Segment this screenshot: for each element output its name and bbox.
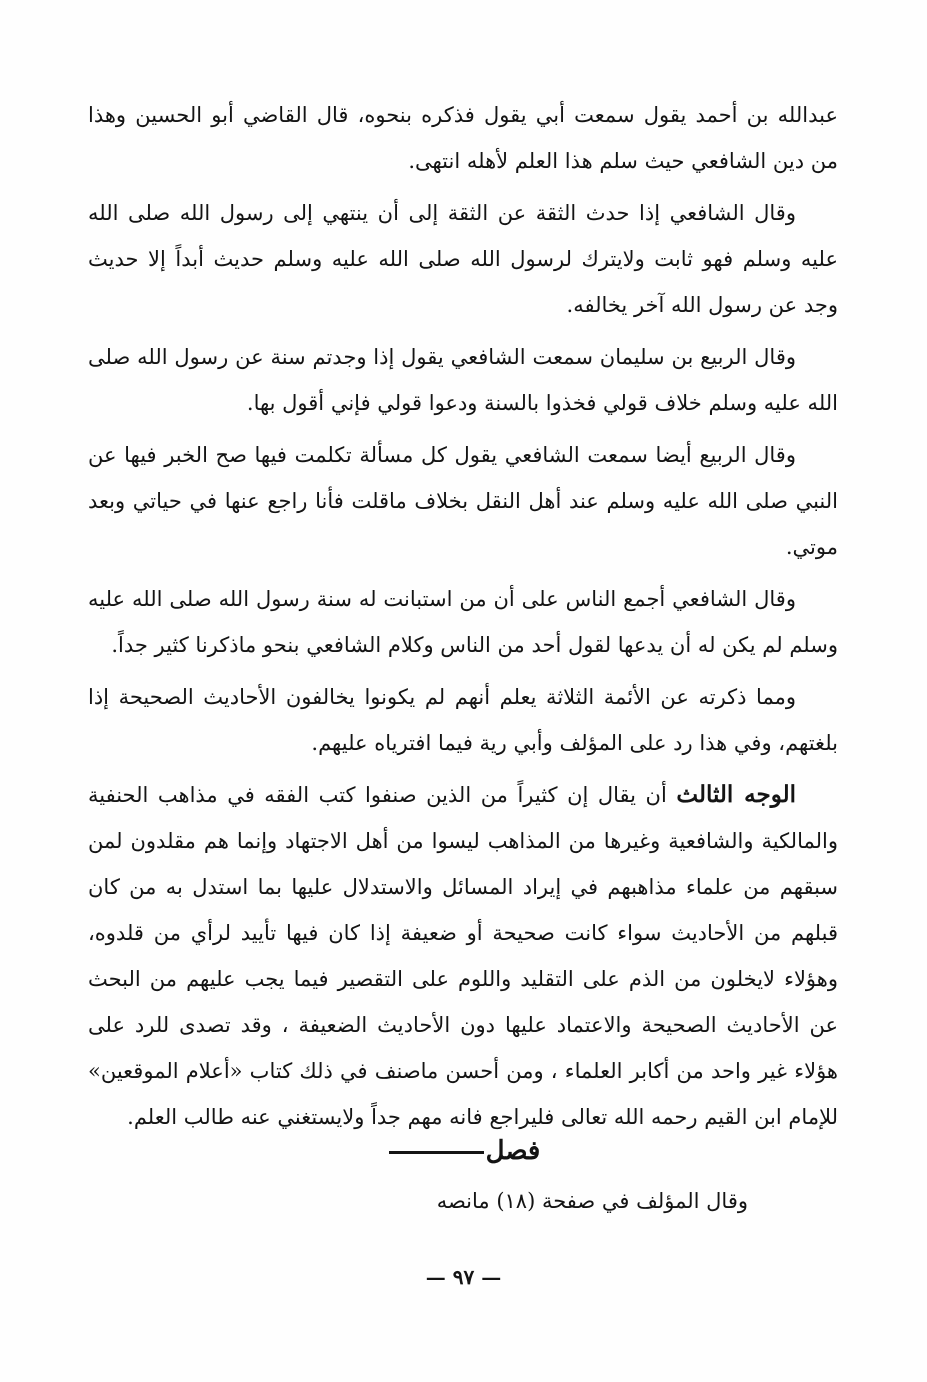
- third-aspect-heading: الوجه الثالث: [676, 781, 796, 808]
- body-text: [88, 92, 838, 1146]
- paragraph-6: ومما ذكرته عن الأئمة الثلاثة يعلم أنهم لم يكونوا يخالفون الأحاديث الصحيحة إذا بلغتهم، وفي هذا رد على المؤلف وأبي رية فيما افترياه عليهم.: [88, 685, 838, 755]
- paragraph-4: وقال الربيع أيضا سمعت الشافعي يقول كل مسألة تكلمت فيها صح الخبر فيها عن النبي صلى الله عليه وسلم عند أهل النقل بخلاف ماقلت فأنا راجع عنها في حياتي وبعد موتي.: [88, 443, 838, 559]
- final-line: وقال المؤلف في صفحة (١٨) مانصه: [436, 1189, 748, 1213]
- section-title: [0, 1128, 927, 1174]
- paragraph-third-aspect: [88, 772, 838, 1140]
- paragraph-5: وقال الشافعي أجمع الناس على أن من استبانت له سنة رسول الله صلى الله عليه وسلم لم يكن له أن يدعها لقول أحد من الناس وكلام الشافعي بنحو ماذكرنا كثير جداً.: [88, 587, 838, 657]
- section-title-text: فصل: [485, 1136, 541, 1166]
- paragraph-2: وقال الشافعي إذا حدث الثقة عن الثقة إلى أن ينتهي إلى رسول الله صلى الله عليه وسلم فهو ثابت ولايترك لرسول الله صلى الله عليه وسلم حديث أبداً إلا حديث وجد عن رسول الله آخر يخالفه.: [88, 201, 838, 317]
- section-title-rule: [389, 1151, 484, 1154]
- third-aspect-text: أن يقال إن كثيراً من الذين صنفوا كتب الفقه في مذاهب الحنفية والمالكية والشافعية وغيرها من المذاهب ليسوا من أهل الاجتهاد وإنما هم مقلدون لمن سبقهم من علماء مذاهبهم في إيراد المسائل والاستدلال عليها بما استدل به من كان قبلهم من الأحاديث سواء كانت صحيحة أو ضعيفة إذا كان فيها تأييد لرأي من قلدوه، وهؤلاء لايخلون من الذم على التقليد واللوم على التقصير فيما يجب عليهم من البحث عن الأحاديث الصحيحة والاعتماد عليها دون الأحاديث الضعيفة ، وقد تصدى للرد على هؤلاء غير واحد من أكابر العلماء ، ومن أحسن ماصنف في ذلك كتاب «أعلام الموقعين» للإمام ابن القيم رحمه الله تعالى فليراجع فانه مهم جداً ولايستغني عنه طالب العلم.: [88, 783, 838, 1129]
- page-number: — ٩٧ —: [425, 1265, 502, 1289]
- page-number-value: ٩٧: [452, 1265, 475, 1289]
- paragraph-1: عبدالله بن أحمد يقول سمعت أبي يقول فذكره بنحوه، قال القاضي أبو الحسين وهذا من دين الشافعي حيث سلم هذا العلم لأهله انتهى.: [88, 103, 838, 173]
- paragraph-3: وقال الربيع بن سليمان سمعت الشافعي يقول إذا وجدتم سنة عن رسول الله صلى الله عليه وسلم خلاف قولي فخذوا بالسنة ودعوا قولي فإني أقول بها.: [88, 345, 838, 415]
